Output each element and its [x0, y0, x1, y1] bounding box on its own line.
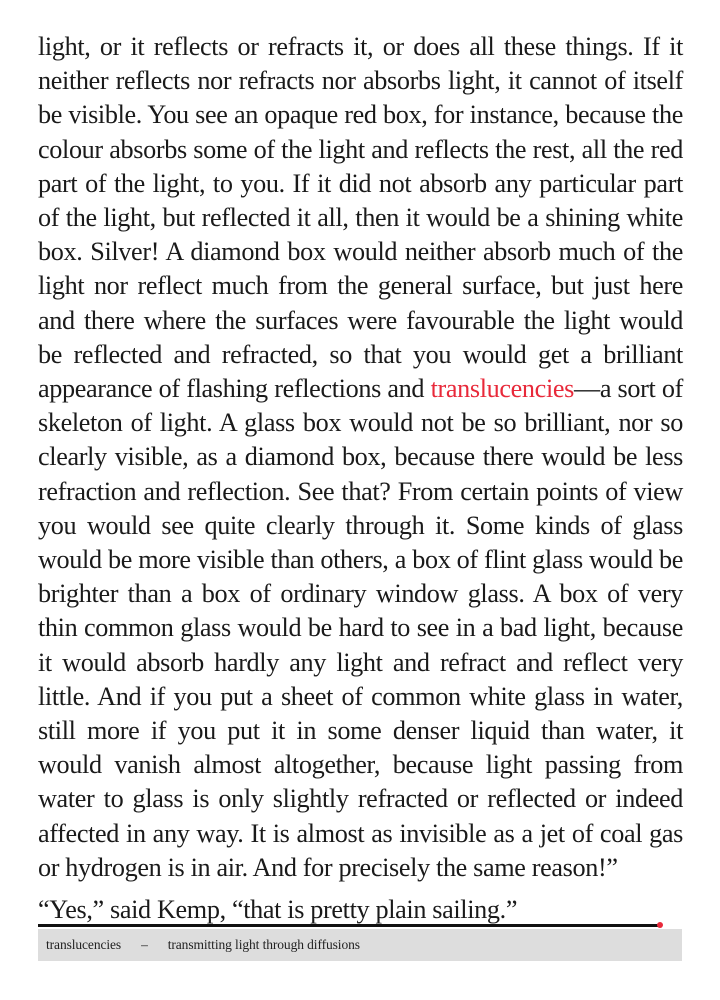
gloss-term: translucencies	[46, 937, 122, 952]
divider-rule	[38, 924, 660, 927]
page-body	[38, 30, 683, 927]
highlighted-word[interactable]: translucencies	[430, 374, 574, 404]
gloss-footnote	[38, 929, 682, 961]
paragraph-1-after: —a sort of skeleton of light. A glass box would not be so brilliant, nor so clearly visible, as a diamond box, because there would be less refraction and reflection. See that? From certain points of view you would see quite clearly through it. Some kinds of glass would be more visible than others, a box of flint glass would be brighter than a box of ordinary window glass. A box of very thin common glass would be hard to see in a bad light, because it would absorb hardly any light and refract and reflect very little. And if you put a sheet of common white glass in water, still more if you put it in some denser liquid than water, it would vanish almost altogether, because light passing from water to glass is only slightly refracted or reflected or indeed affected in any way. It is almost as invisible as a jet of coal gas or hydrogen is in air. And for precisely the same reason!”	[38, 374, 683, 882]
paragraph-1	[38, 30, 683, 885]
rule-marker-dot	[657, 922, 663, 928]
gloss-definition: transmitting light through diffusions	[167, 937, 360, 952]
gloss-separator: –	[141, 937, 148, 952]
paragraph-1-before: light, or it reflects or refracts it, or does all these things. If it neither reflects nor refracts nor absorbs light, it cannot of itself be visible. You see an opaque red box, for instance, because the colour absorbs some of the light and reflects the rest, all the red part of the light, to you. If it did not absorb any particular part of the light, but reflected it all, then it would be a shining white box. Silver! A diamond box would neither absorb much of the light nor reflect much from the general surface, but just here and there where the surfaces were favourable the light would be reflected and refracted, so that you would get a brilliant appearance of flashing reflections and	[38, 32, 683, 404]
paragraph-2: “Yes,” said Kemp, “that is pretty plain sailing.”	[38, 895, 518, 925]
